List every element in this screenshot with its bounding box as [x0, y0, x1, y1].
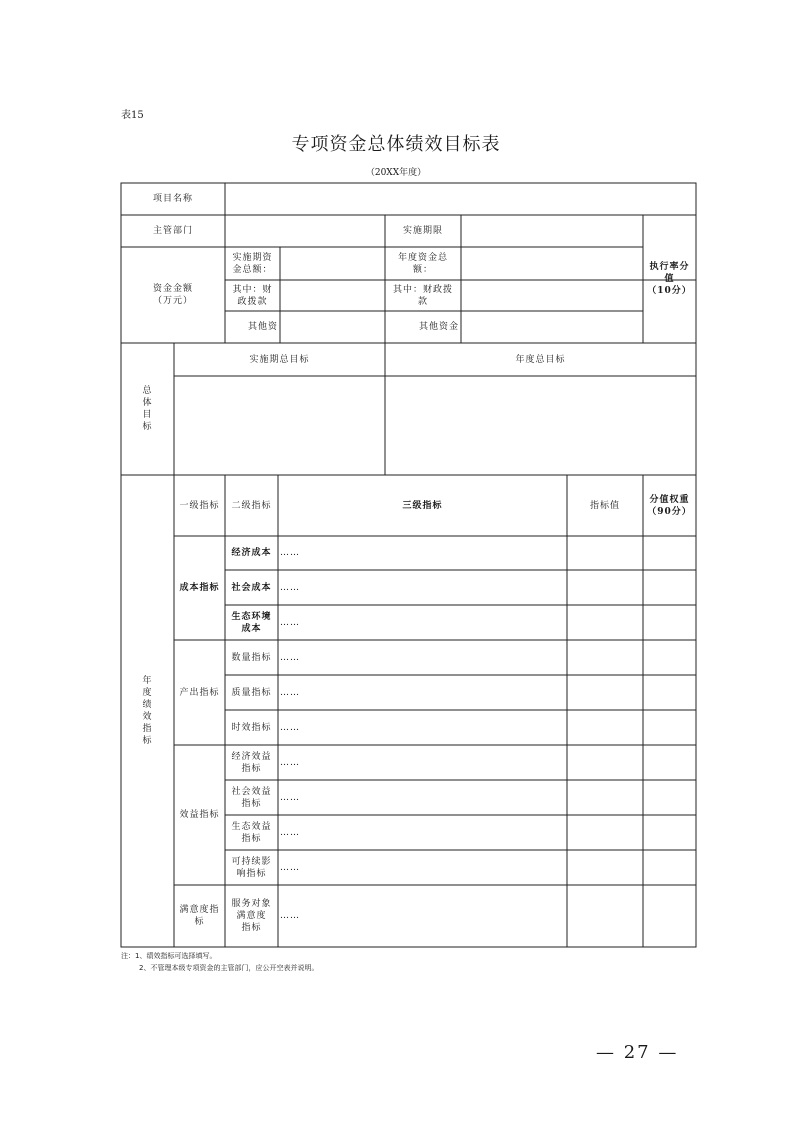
col-weight-line1: 分值权重 [649, 494, 690, 505]
level2-line: 服务对象 [231, 899, 272, 909]
note-1: 注：1、绩效指标可选择填写。 [121, 952, 217, 960]
group-output-indicator: 产出指标 [179, 687, 220, 698]
level2-line: 指标 [241, 833, 262, 844]
level2-line: 社会效益 [231, 786, 272, 797]
level2-eco-cost [225, 605, 278, 640]
other-impl-label: 其他资 [247, 322, 278, 332]
note-2: 2、不管理本级专项资金的主管部门，应公开空表并说明。 [139, 964, 319, 972]
level2-quantity: 数量指标 [231, 652, 272, 663]
annual-fiscal-line1: 其中：财政拨 [392, 284, 453, 295]
exec-rate-line1: 执行率分 [649, 262, 690, 272]
project-name-label: 项目名称 [152, 194, 193, 204]
annual-total-label [385, 247, 461, 280]
level2-line: 指标 [241, 923, 262, 933]
level2-service-satisfaction [225, 885, 278, 947]
overall-label-char: 体 [142, 398, 153, 408]
fiscal-line1: 其中：财 [232, 284, 273, 295]
dept-label: 主管部门 [152, 226, 193, 236]
indicator-label-char: 效 [142, 712, 153, 722]
exec-rate-line2: 值 [664, 274, 675, 284]
level2-line: 生态效益 [231, 821, 272, 832]
annual-goal-header: 年度总目标 [515, 354, 566, 365]
level2-economic-cost: 经济成本 [231, 548, 272, 558]
level3-cell[interactable]: …… [280, 687, 300, 698]
level2-social-benefit [225, 780, 278, 815]
impl-total-label [225, 247, 280, 280]
indicator-label-char: 指 [142, 724, 153, 734]
indicator-label-char: 绩 [142, 700, 153, 710]
col-value-header: 指标值 [589, 500, 620, 511]
fund-amount-line1: 资金金额 [152, 284, 193, 294]
level3-cell[interactable]: …… [280, 652, 300, 663]
overall-label-char: 标 [142, 422, 153, 432]
annual-total-line2: 额： [412, 264, 433, 275]
level3-cell[interactable]: …… [280, 862, 300, 873]
annual-fiscal-label [385, 280, 461, 311]
level3-cell[interactable]: …… [280, 792, 300, 803]
level2-timeliness: 时效指标 [231, 722, 272, 733]
fund-amount-label [121, 247, 225, 343]
level3-cell[interactable]: …… [280, 548, 300, 558]
col-level2-header: 二级指标 [231, 500, 272, 511]
col-weight-header [643, 475, 696, 536]
annual-fiscal-line2: 款 [417, 296, 428, 307]
col-weight-line2: （90分） [647, 506, 692, 517]
group-satisfaction-indicator: 满意度指标 [179, 905, 220, 927]
level3-cell[interactable]: …… [280, 911, 300, 921]
fund-amount-line2: （万元） [152, 296, 193, 306]
group-benefit-indicator: 效益指标 [179, 810, 220, 820]
document-year: （20XX年度） [365, 168, 427, 178]
annual-total-line1: 年度资金总 [397, 252, 448, 263]
impl-period-label: 实施期限 [402, 226, 443, 236]
level2-line: 满意度 [236, 911, 267, 921]
level2-line: 指标 [241, 763, 262, 774]
impl-total-line1: 实施期资 [232, 252, 273, 263]
level2-line: 可持续影 [231, 856, 272, 867]
page-number: — 27 — [596, 1042, 679, 1063]
level3-cell[interactable]: …… [280, 757, 300, 768]
annual-indicators-label [121, 475, 174, 947]
level3-cell[interactable]: …… [280, 722, 300, 733]
impl-goal-header: 实施期总目标 [249, 354, 310, 365]
level2-quality: 质量指标 [231, 687, 272, 698]
fiscal-line2: 政拨款 [237, 296, 268, 307]
level3-cell[interactable]: …… [280, 617, 300, 628]
level2-economic-benefit [225, 745, 278, 780]
col-level3-header: 三级指标 [402, 500, 443, 511]
level2-eco-benefit [225, 815, 278, 850]
overall-label-char: 总 [142, 386, 153, 396]
project-name-value[interactable] [225, 183, 696, 215]
table-label: 表15 [121, 110, 144, 121]
overall-goal-label [121, 343, 174, 475]
level2-sustainable-impact [225, 850, 278, 885]
impl-total-line2: 金总额： [232, 264, 273, 275]
level2-eco-cost-line1: 生态环境 [231, 611, 272, 622]
group-cost-indicator: 成本指标 [179, 583, 220, 593]
other-annual-label: 其他资金 [418, 322, 459, 332]
indicator-label-char: 年 [142, 676, 153, 686]
level2-social-cost: 社会成本 [231, 582, 272, 593]
level2-line: 经济效益 [231, 751, 272, 762]
level3-cell[interactable]: …… [280, 827, 300, 838]
level2-line: 指标 [241, 798, 262, 809]
impl-goal-value[interactable] [174, 376, 385, 475]
document-title: 专项资金总体绩效目标表 [291, 134, 501, 155]
indicator-label-char: 度 [142, 688, 153, 698]
level2-line: 响指标 [236, 868, 267, 879]
indicator-label-char: 标 [142, 736, 153, 746]
impl-period-value[interactable] [461, 215, 643, 247]
exec-rate-label [643, 247, 696, 311]
exec-rate-line3: （10分） [647, 286, 692, 296]
annual-goal-value[interactable] [385, 376, 696, 475]
col-level1-header: 一级指标 [179, 500, 220, 511]
level3-cell[interactable]: …… [280, 582, 300, 593]
overall-label-char: 目 [142, 410, 153, 420]
level2-eco-cost-line2: 成本 [241, 623, 262, 634]
fiscal-label [225, 280, 280, 311]
dept-value[interactable] [225, 215, 385, 247]
